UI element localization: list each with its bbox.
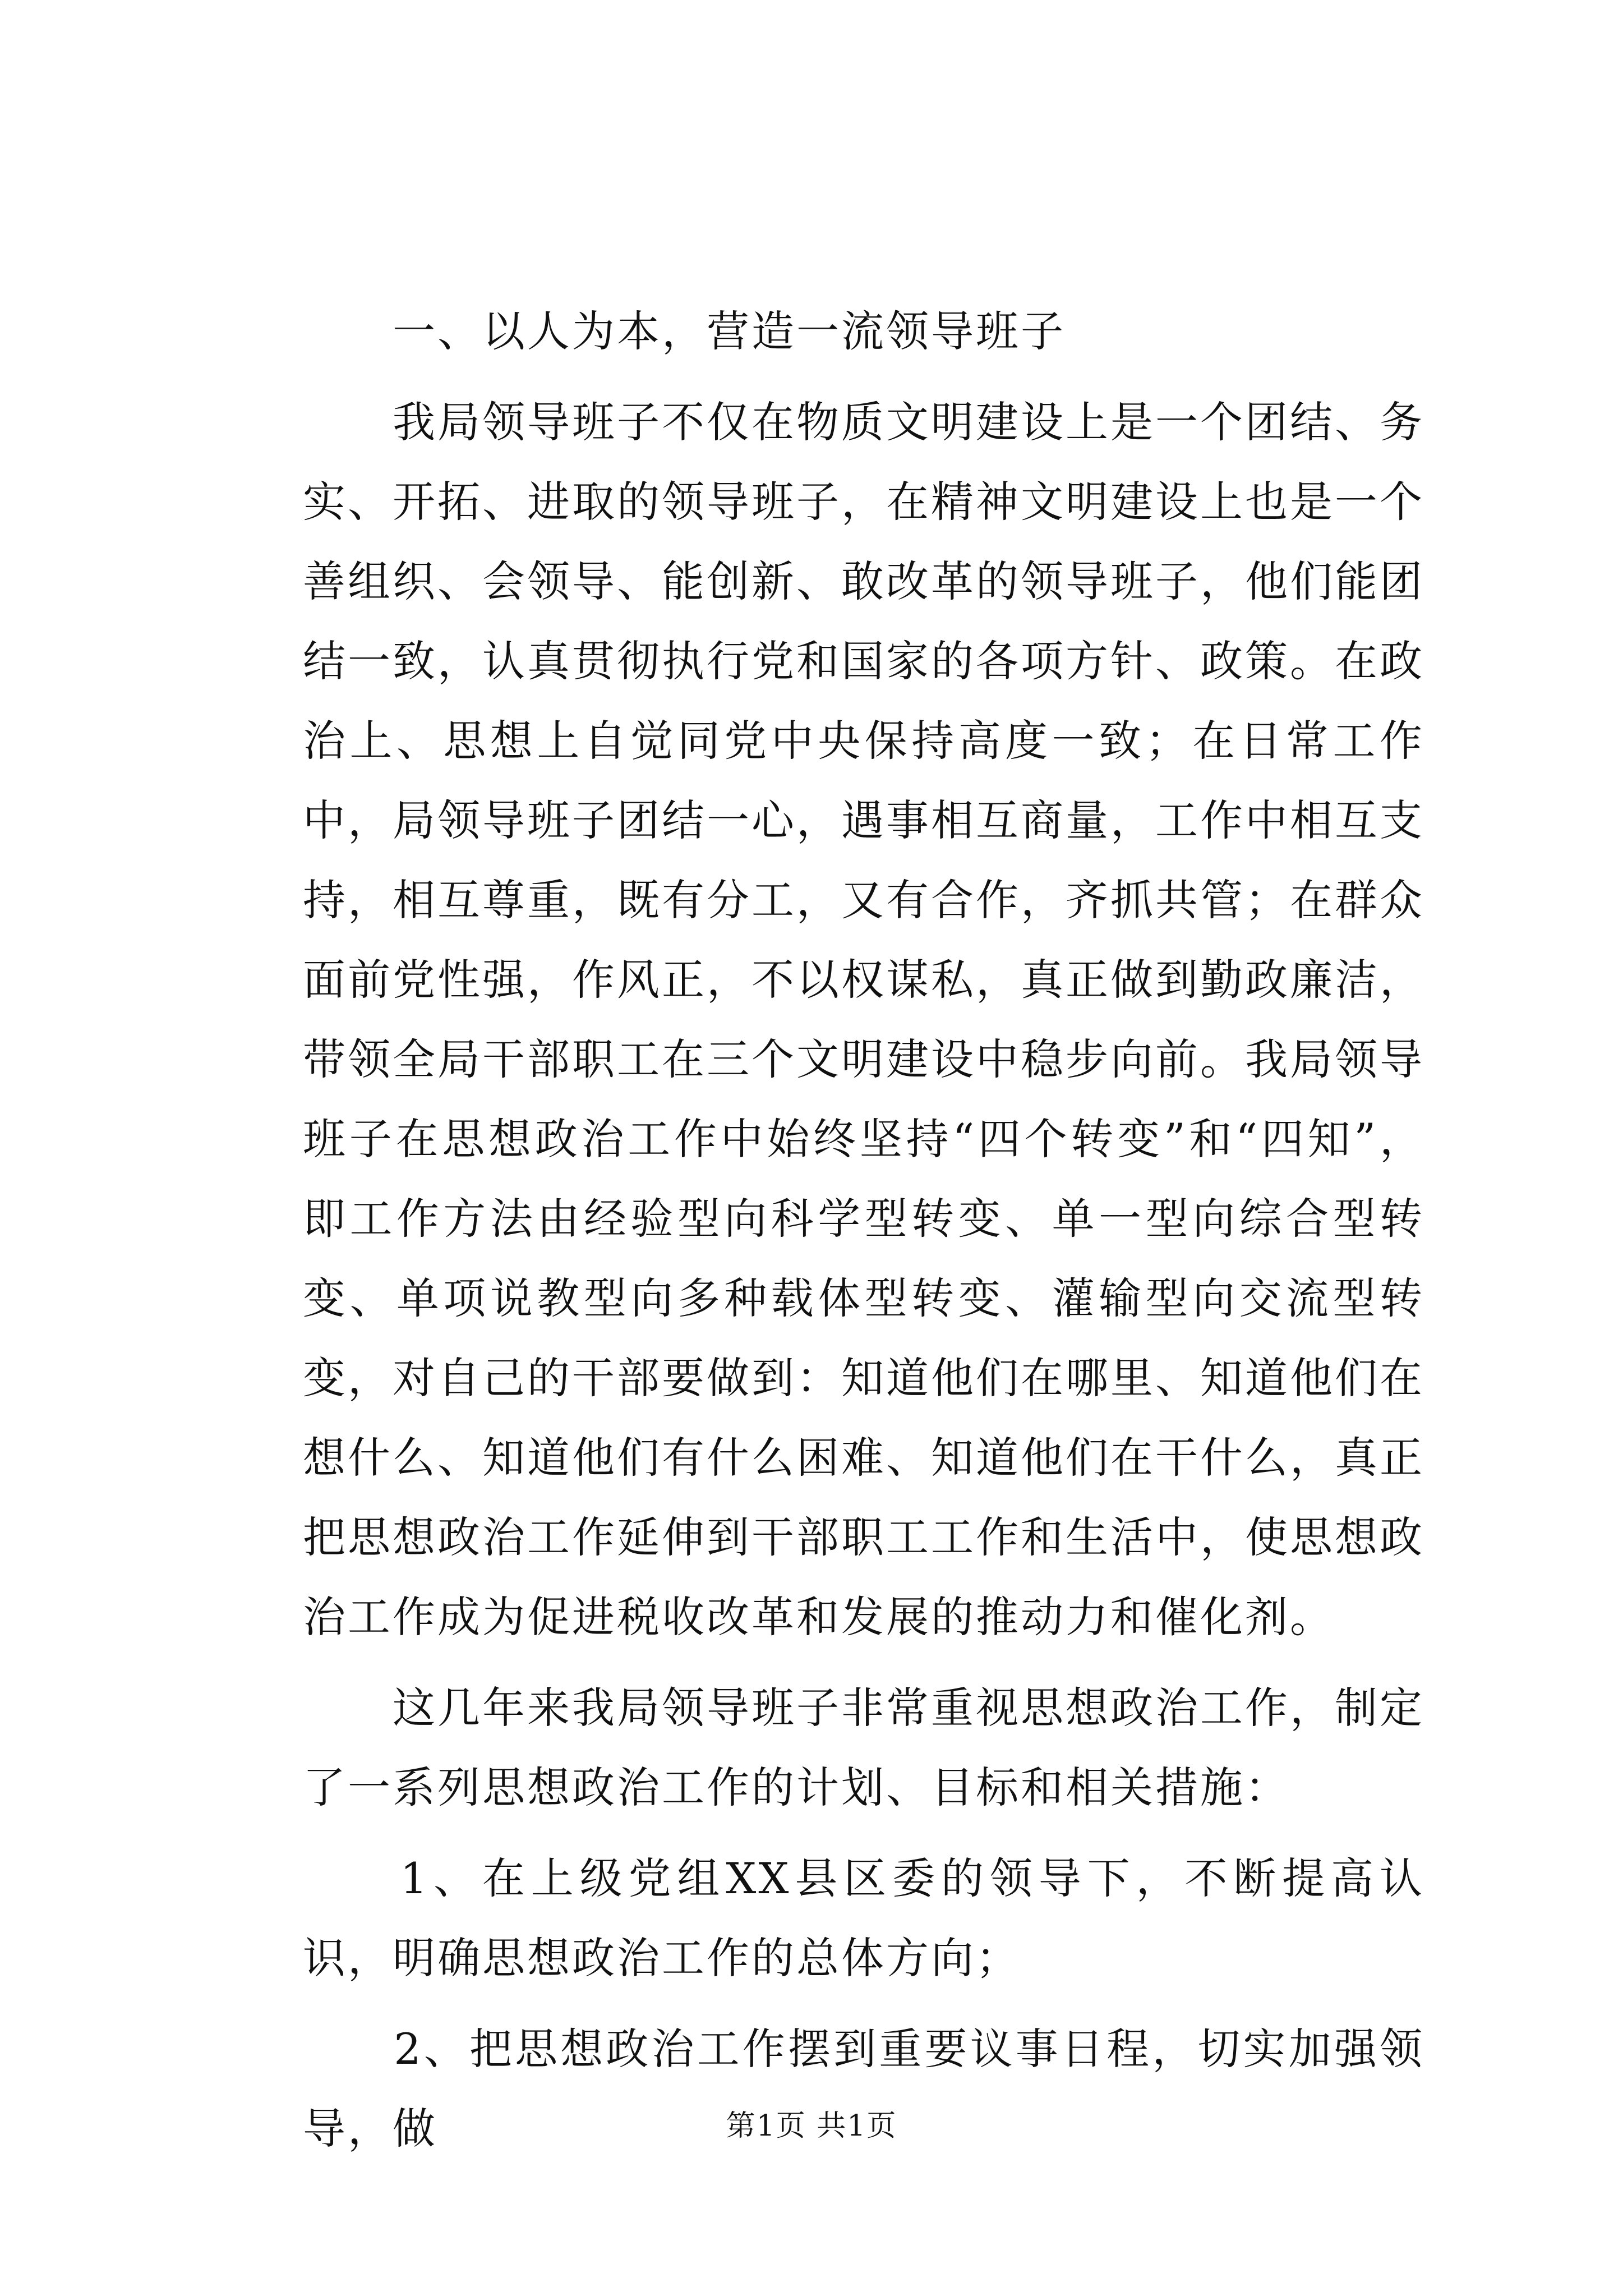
page-footer: 第1页 共1页 [726,2109,897,2143]
paragraph-measures-intro: 这几年来我局领导班子非常重视思想政治工作，制定了一系列思想政治工作的计划、目标和相关措施： [303,1683,1424,1812]
list-item-1: 1、在上级党组XX县区委的领导下，不断提高认识，明确思想政治工作的总体方向； [303,1853,1424,1983]
list-item-2: 2、把思想政治工作摆到重要议事日程，切实加强领导，做 [303,2024,1424,2154]
paragraph-leadership: 我局领导班子不仅在物质文明建设上是一个团结、务实、开拓、进取的领导班子，在精神文明建设上也是一个善组织、会领导、能创新、敢改革的领导班子，他们能团结一致，认真贯彻执行党和国家的各项方针、政策。在政治上、思想上自觉同党中央保持高度一致；在日常工作中，局领导班子团结一心，遇事相互商量，工作中相互支持，相互尊重，既有分工，又有合作，齐抓共管；在群众面前党性强，作风正，不以权谋私，真正做到勤政廉洁，带领全局干部职工在三个文明建设中稳步向前。我局领导班子在思想政治工作中始终坚持“四个转变”和“四知”，即工作方法由经验型向科学型转变、单一型向综合型转变、单项说教型向多种载体型转变、灌输型向交流型转变，对自己的干部要做到：知道他们在哪里、知道他们在想什么、知道他们有什么困难、知道他们在干什么，真正把思想政治工作延伸到干部职工工作和生活中，使思想政治工作成为促进税收改革和发展的推动力和催化剂。 [303,397,1424,1642]
document-body [303,292,1424,2180]
section-heading: 一、以人为本，营造一流领导班子 [303,306,1066,356]
